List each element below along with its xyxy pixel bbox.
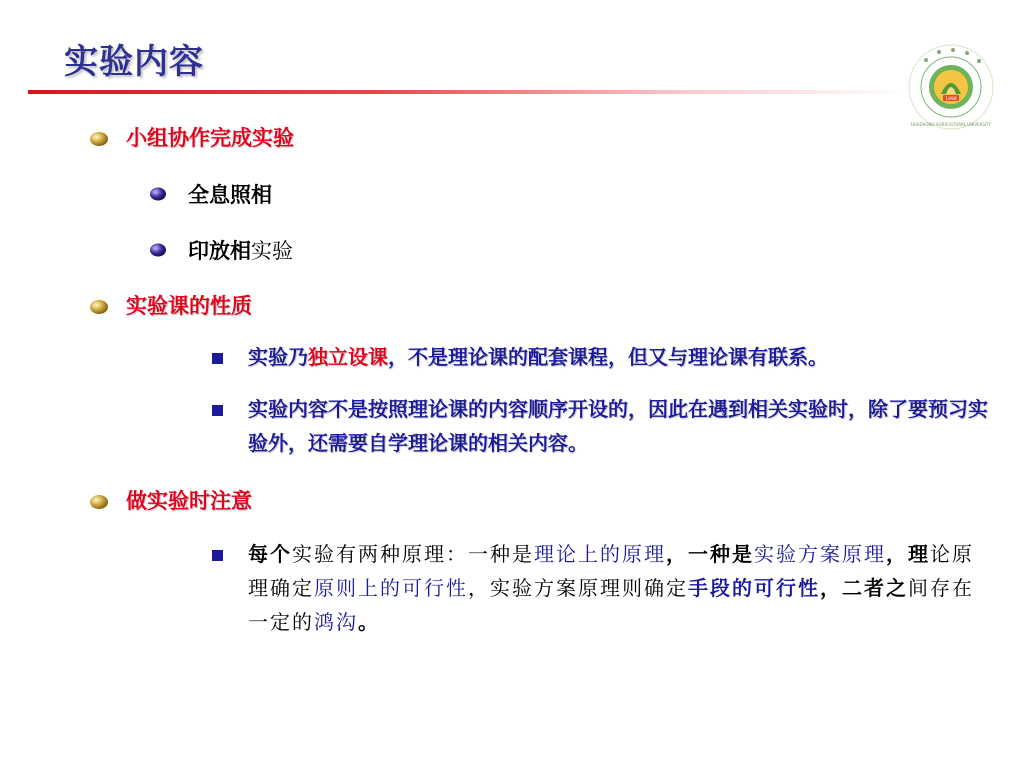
text-segment-highlight: 鸿沟 <box>314 610 358 634</box>
section-heading-precautions: 做实验时注意 <box>126 489 252 513</box>
purple-bullet-icon <box>148 240 168 260</box>
text-segment: 每个 <box>248 542 292 566</box>
purple-bullet-icon <box>148 184 168 204</box>
list-item-label-bold: 印放相 <box>188 239 251 263</box>
text-segment-highlight: 理论上的原理 <box>534 542 666 566</box>
square-bullet-icon <box>212 405 223 416</box>
list-item-label: 全息照相 <box>188 183 272 207</box>
paragraph-two-principles <box>248 537 988 639</box>
gold-bullet-icon <box>88 128 110 150</box>
text-segment: 实验乃 <box>248 345 308 369</box>
text-segment: ，二者之 <box>820 576 908 600</box>
text-segment-highlight: 原则上的可行性 <box>314 576 468 600</box>
square-bullet-icon <box>212 550 223 561</box>
logo-year: 1898 <box>945 97 957 102</box>
section-heading-teamwork: 小组协作完成实验 <box>126 126 294 150</box>
square-bullet-icon <box>212 353 223 364</box>
title-divider <box>28 90 908 94</box>
list-item-printing <box>188 235 293 265</box>
paragraph-course-order: 实验内容不是按照理论课的内容顺序开设的，因此在遇到相关实验时，除了要预习实验外，还需要自学理论课的相关内容。 <box>248 397 988 455</box>
text-segment: 。 <box>358 610 380 634</box>
text-segment: 间存在一定的 <box>248 576 974 634</box>
text-segment-highlight: 独立设课 <box>308 345 388 369</box>
section-heading-course-nature: 实验课的性质 <box>126 294 252 318</box>
paragraph-independent-course <box>248 340 988 374</box>
gold-bullet-icon <box>88 296 110 318</box>
list-item-label-rest: 实验 <box>251 239 293 263</box>
text-segment: ，理 <box>886 542 930 566</box>
text-segment-highlight: 手段的可行性 <box>688 576 820 600</box>
text-segment-highlight: 实验方案原理 <box>754 542 886 566</box>
text-segment: 论原理确定 <box>248 542 974 600</box>
text-segment: ，实验方案原理则确定 <box>468 576 688 600</box>
text-segment: 实验有两种原理：一种是 <box>292 542 534 566</box>
university-logo <box>906 42 996 132</box>
text-segment: ，不是理论课的配套课程，但又与理论课有联系。 <box>388 345 828 369</box>
gold-bullet-icon <box>88 491 110 513</box>
logo-ring-text: HUAZHONG AGRICULTURAL UNIVERSITY <box>910 122 992 127</box>
text-segment: ，一种是 <box>666 542 754 566</box>
list-item-holography <box>188 179 272 209</box>
slide-title: 实验内容 <box>64 42 204 82</box>
